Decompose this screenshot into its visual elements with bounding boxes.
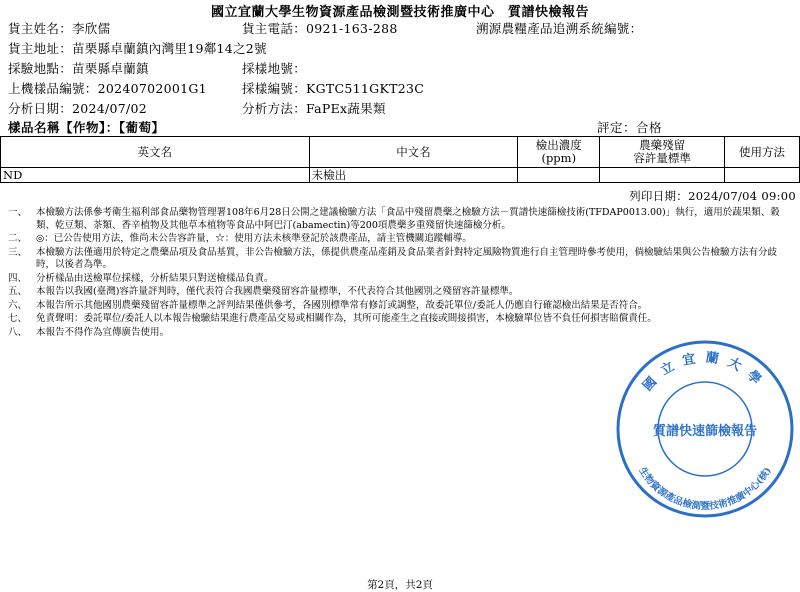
note-text: ◎：已公告使用方法，惟尚未公告容許量，☆：使用方法未核準登記於該農產品，請主管機關追蹤輔導。 [36, 233, 472, 244]
seal-center-text: 質譜快速篩檢報告 [652, 424, 758, 439]
seal-bottom-text: 生物資源產品檢測暨技術推廣中心(核) [636, 465, 774, 513]
col-header-usage: 使用方法 [725, 137, 800, 168]
sample-name: 樣品名稱【作物】：【葡萄】 [8, 120, 165, 135]
note-item [8, 313, 788, 326]
cell-chinese-name: 未檢出 [309, 168, 518, 183]
print-date: 列印日期：2024/07/04 09:00 [629, 189, 796, 203]
cell-english-name: ND [1, 168, 310, 183]
sampling-site: 採驗地點：苗栗縣卓蘭鎮 [8, 61, 149, 76]
verdict: 評定：合格 [597, 120, 663, 135]
analysis-method: 分析方法：FaPEx蔬果類 [242, 101, 386, 116]
results-table [0, 136, 800, 183]
col-header-concentration: 檢出濃度 (ppm) [518, 137, 600, 168]
note-item [8, 233, 788, 246]
note-number: 七、 [8, 313, 28, 324]
note-number: 三、 [8, 246, 28, 258]
note-item [8, 327, 788, 340]
col-header-chinese-name: 中文名 [309, 137, 518, 168]
note-number: 六、 [8, 299, 28, 311]
note-item [8, 247, 788, 272]
note-number: 二、 [8, 233, 28, 244]
seal-top-text: 國立宜蘭大學 [640, 350, 770, 395]
note-number: 八、 [8, 326, 28, 338]
col-header-tolerance: 農藥殘留 容許量標準 [600, 137, 725, 168]
note-text: 本檢驗方法係參考衛生福利部食品藥物管理署108年6月28日公開之建議檢驗方法「食品中殘留農藥之檢驗方法－質譜快速篩檢技術(TFDAP0013.00)」執行，適用於蔬果類、穀類、乾豆類、茶類、香辛植物及其他草本植物等食品中阿巴汀(abamectin)等200項農藥多重殘留快速篩檢分析。 [36, 207, 780, 231]
cell-tolerance [600, 168, 725, 183]
table-header-row [1, 137, 800, 168]
table-row [1, 168, 800, 183]
sampling-number: 採樣編號：KGTC511GKT23C [242, 81, 425, 96]
note-text: 本檢驗方法僅適用於特定之農藥品項及食品基質，非公告檢驗方法，係提供農產品產銷及食品業者針對特定風險物質進行自主管理時參考使用，倘檢驗結果與公告檢驗方法有分歧時，以後者為準。 [36, 246, 778, 270]
note-item [8, 300, 788, 313]
page-indicator: 第2頁，共2頁 [367, 579, 433, 591]
note-item [8, 207, 788, 232]
note-text: 分析樣品由送檢單位採樣，分析結果只對送檢樣品負責。 [36, 272, 274, 284]
owner-name: 貨主姓名：李欣儒 [8, 21, 111, 36]
traceability-number: 溯源農糧產品追溯系統編號： [476, 21, 643, 36]
note-text: 本報告以我國(臺灣)容許量評判時，僅代表符合我國農藥殘留容許量標準，不代表符合其他國別之殘留容許量標準。 [36, 286, 519, 297]
cell-usage [725, 168, 800, 183]
note-text: 本報告不得作為宣傳廣告使用。 [36, 326, 170, 338]
note-item [8, 273, 788, 286]
note-item [8, 286, 788, 299]
analysis-date: 分析日期：2024/07/02 [8, 101, 148, 116]
report-title: 國立宜蘭大學生物資源產品檢測暨技術推廣中心 質譜快檢報告 [210, 5, 589, 20]
note-text: 本報告所示其他國別農藥殘留容許量標準之評判結果僅供參考，各國別標準常有修訂或調整，故委託單位/委託人仍應自行確認檢出結果是否符合。 [36, 299, 648, 311]
note-number: 一、 [8, 207, 28, 218]
notes-list [8, 207, 788, 340]
owner-address: 貨主地址：苗栗縣卓蘭鎮內灣里19鄰14之2號 [8, 41, 267, 56]
sampling-place: 採樣地號： [242, 61, 307, 76]
note-text: 免責聲明：委託單位/委託人以本報告檢驗結果進行農產品交易或相關作為，其所可能產生之直接或間接損害，本檢驗單位皆不負任何損害賠償責任。 [36, 313, 657, 324]
cell-concentration [518, 168, 600, 183]
note-number: 五、 [8, 286, 28, 297]
official-seal [616, 340, 794, 518]
col-header-english-name: 英文名 [1, 137, 310, 168]
owner-phone: 貨主電話：0921-163-288 [242, 21, 398, 36]
note-number: 四、 [8, 272, 28, 284]
upload-sample-number: 上機樣品編號：20240702001G1 [8, 81, 207, 96]
